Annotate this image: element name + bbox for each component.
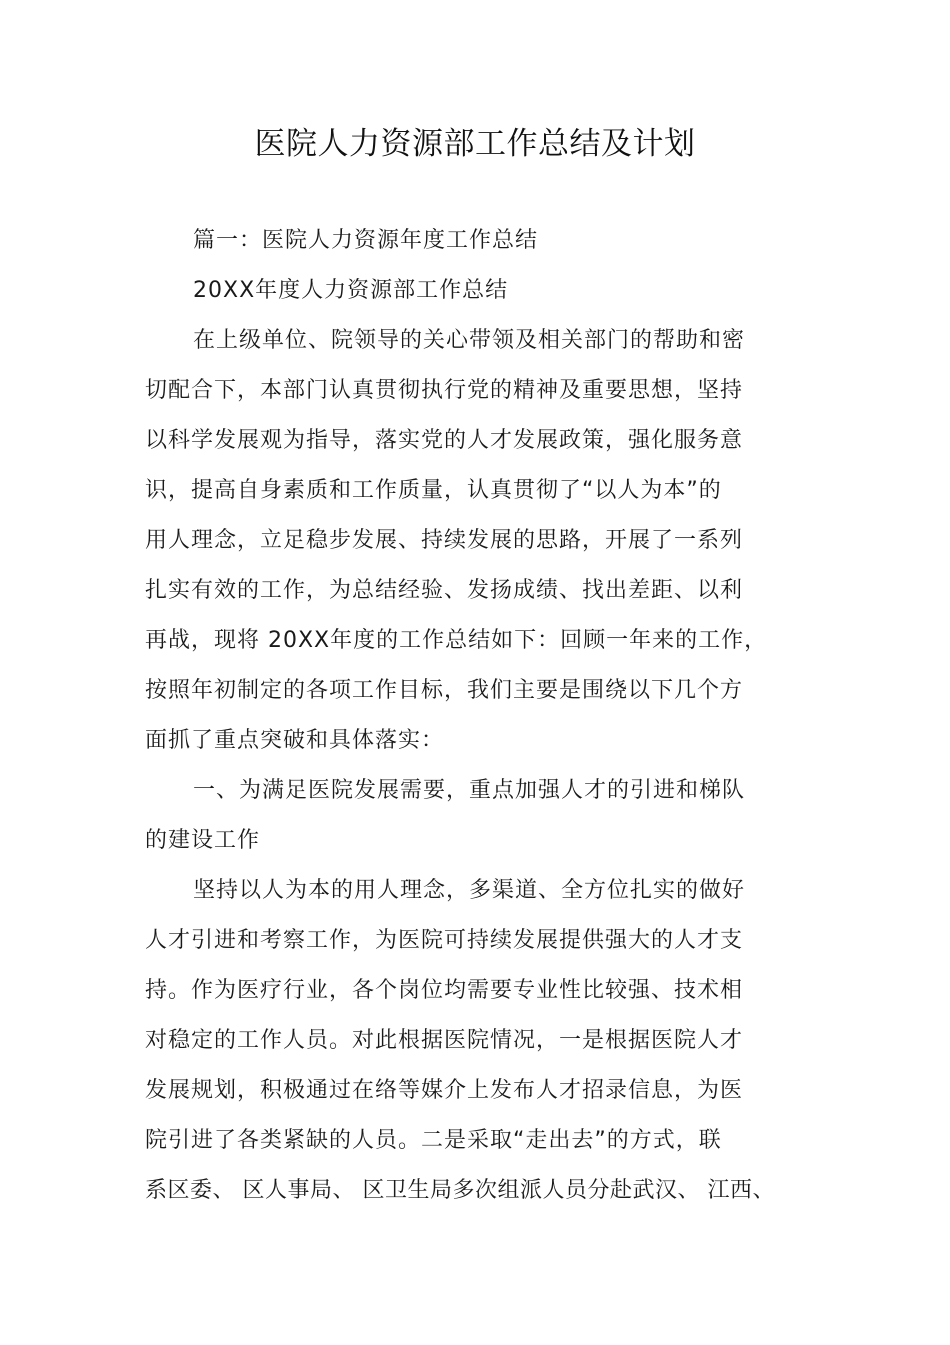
body-line: 切配合下，本部门认真贯彻执行党的精神及重要思想，坚持: [145, 378, 744, 403]
body-line: 在上级单位、院领导的关心带领及相关部门的帮助和密: [193, 328, 746, 353]
body-line: 系区委、 区人事局、 区卫生局多次组派人员分赴武汉、 江西、: [145, 1178, 775, 1203]
body-line: 院引进了各类紧缺的人员。二是采取“走出去”的方式，联: [145, 1128, 722, 1153]
body-line: 面抓了重点突破和具体落实：: [145, 728, 445, 753]
body-line: 按照年初制定的各项工作目标，我们主要是围绕以下几个方: [145, 678, 744, 703]
section-heading: 篇一：医院人力资源年度工作总结: [193, 228, 539, 253]
body-line: 识，提高自身素质和工作质量，认真贯彻了“以人为本”的: [145, 478, 722, 503]
body-line: 一、为满足医院发展需要，重点加强人才的引进和梯队: [193, 778, 746, 803]
body-line: 以科学发展观为指导，落实党的人才发展政策，强化服务意: [145, 428, 744, 453]
body-line: 发展规划，积极通过在络等媒介上发布人才招录信息，为医: [145, 1078, 744, 1103]
body-line: 再战，现将 20XX年度的工作总结如下：回顾一年来的工作，: [145, 628, 768, 653]
document-title: 医院人力资源部工作总结及计划: [254, 126, 696, 162]
subheading: 20XX年度人力资源部工作总结: [193, 278, 509, 303]
body-line: 持。作为医疗行业，各个岗位均需要专业性比较强、技术相: [145, 978, 744, 1003]
body-line: 扎实有效的工作，为总结经验、发扬成绩、找出差距、以利: [145, 578, 744, 603]
body-line: 对稳定的工作人员。对此根据医院情况，一是根据医院人才: [145, 1028, 744, 1053]
body-line: 的建设工作: [145, 828, 261, 853]
body-line: 人才引进和考察工作，为医院可持续发展提供强大的人才支: [145, 928, 744, 953]
body-line: 用人理念，立足稳步发展、持续发展的思路，开展了一系列: [145, 528, 744, 553]
body-line: 坚持以人为本的用人理念，多渠道、全方位扎实的做好: [193, 878, 746, 903]
